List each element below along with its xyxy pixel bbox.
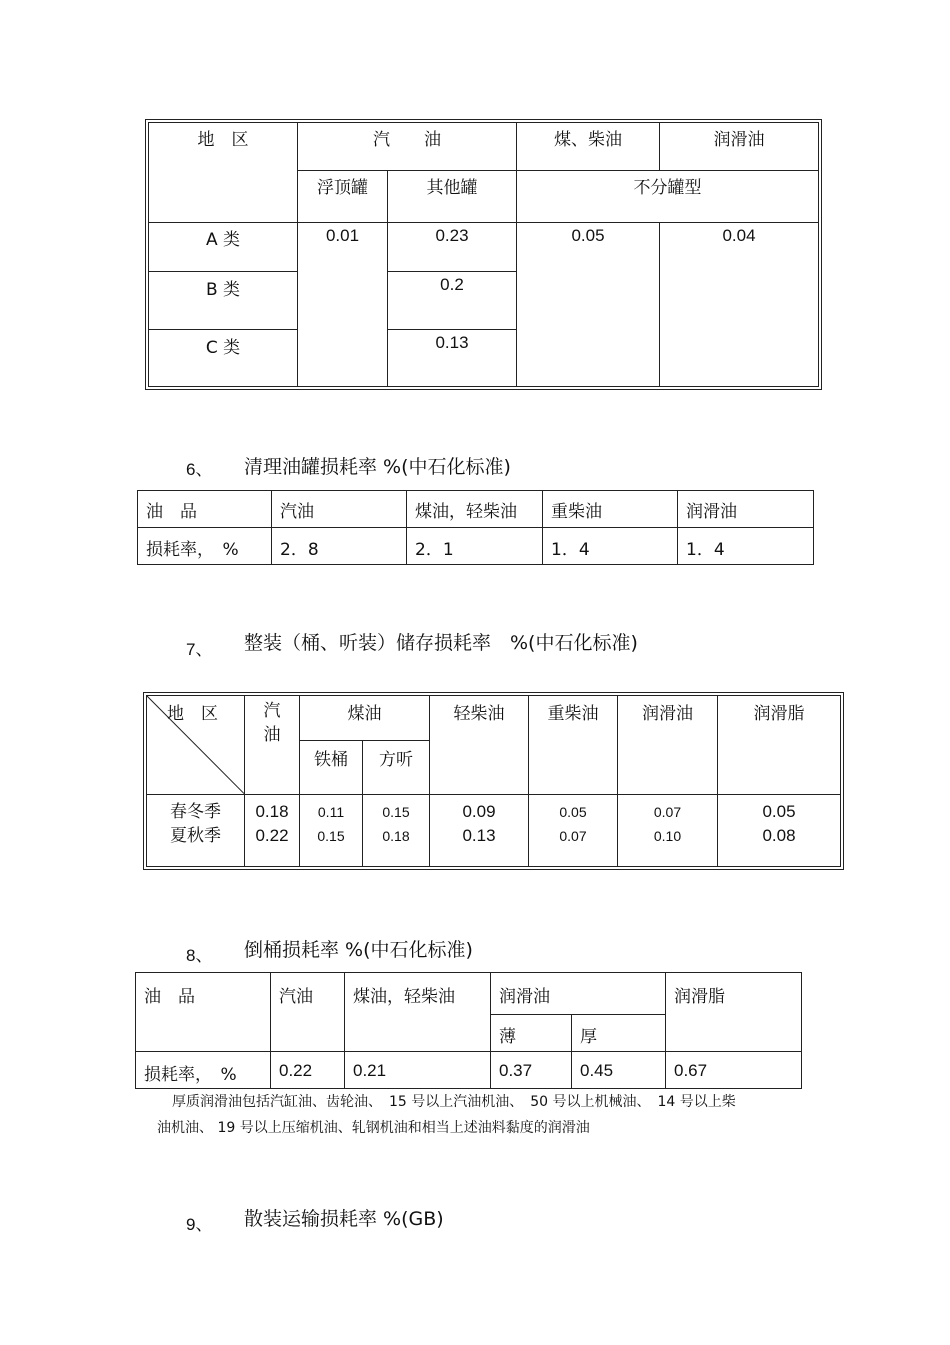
drum-values bbox=[300, 794, 363, 866]
floating-value: 0.01 bbox=[298, 223, 388, 387]
section-9-number: 9、 bbox=[186, 1215, 213, 1234]
header-region: 地 区 bbox=[149, 123, 298, 223]
section-6-number: 6、 bbox=[186, 460, 213, 479]
header-gasoline: 汽油 bbox=[271, 973, 345, 1052]
header-thick: 厚 bbox=[572, 1015, 666, 1052]
header-square-tin: 方听 bbox=[363, 741, 430, 794]
section-6-title: 清理油罐损耗率 %(中石化标准) bbox=[244, 456, 511, 478]
row-a-other-value: 0.23 bbox=[388, 223, 517, 272]
section-9-title: 散装运输损耗率 %(GB) bbox=[244, 1208, 444, 1230]
note-line-2: 油机油、 19 号以上压缩机油、轧钢机油和相当上述油料黏度的润滑油 bbox=[157, 1120, 590, 1136]
section-7-title: 整装（桶、听装）储存损耗率 %(中石化标准) bbox=[244, 632, 638, 654]
header-product: 油 品 bbox=[138, 491, 272, 528]
grease-summer-autumn: 0.08 bbox=[762, 825, 796, 845]
lube-values bbox=[618, 794, 718, 866]
header-heavy-diesel: 重柴油 bbox=[529, 696, 618, 795]
season-spring-winter: 春冬季 bbox=[170, 801, 221, 822]
gasoline-value: 0.22 bbox=[271, 1052, 345, 1089]
header-product: 油 品 bbox=[136, 973, 271, 1052]
row-c-label: C 类 bbox=[149, 330, 298, 387]
tin-summer-autumn: 0.18 bbox=[382, 827, 410, 844]
drum-summer-autumn: 0.15 bbox=[317, 827, 345, 844]
header-region-diagonal bbox=[147, 696, 245, 795]
header-grease: 润滑脂 bbox=[718, 696, 841, 795]
season-summer-autumn: 夏秋季 bbox=[170, 825, 221, 846]
row-b-other-value: 0.2 bbox=[388, 272, 517, 330]
header-grease: 润滑脂 bbox=[666, 973, 802, 1052]
header-other-tank: 其他罐 bbox=[388, 171, 517, 223]
grease-value: 0.67 bbox=[666, 1052, 802, 1089]
header-gasoline: 汽 油 bbox=[245, 696, 300, 795]
section-8-title: 倒桶损耗率 %(中石化标准) bbox=[244, 939, 473, 961]
tank-cleaning-loss-table bbox=[137, 490, 814, 565]
header-lube: 润滑油 bbox=[618, 696, 718, 795]
header-kerosene-light-diesel: 煤油，轻柴油 bbox=[407, 491, 543, 528]
header-gasoline: 汽油 bbox=[272, 491, 407, 528]
lube-summer-autumn: 0.10 bbox=[653, 827, 682, 844]
header-thin: 薄 bbox=[491, 1015, 572, 1052]
heavy-diesel-summer-autumn: 0.07 bbox=[559, 827, 587, 844]
header-lube: 润滑油 bbox=[678, 491, 814, 528]
loss-rate-label: 损耗率， % bbox=[136, 1052, 271, 1089]
lube-value: 0.04 bbox=[660, 223, 819, 387]
packaged-storage-loss-table bbox=[146, 695, 841, 867]
row-c-other-value: 0.13 bbox=[388, 330, 517, 387]
header-lube: 润滑油 bbox=[491, 973, 666, 1015]
light-diesel-spring-winter: 0.09 bbox=[462, 801, 496, 821]
header-iron-drum: 铁桶 bbox=[300, 741, 363, 794]
thin-lube-value: 0.37 bbox=[491, 1052, 572, 1089]
region-loss-table bbox=[148, 122, 819, 387]
header-kerosene-light-diesel: 煤油，轻柴油 bbox=[345, 973, 491, 1052]
light-diesel-values bbox=[430, 794, 529, 866]
section-7-number: 7、 bbox=[186, 640, 213, 659]
header-gasoline: 汽 油 bbox=[298, 123, 517, 171]
gasoline-values bbox=[245, 794, 300, 866]
drum-spring-winter: 0.11 bbox=[317, 803, 345, 820]
header-floating-tank: 浮顶罐 bbox=[298, 171, 388, 223]
lube-spring-winter: 0.07 bbox=[653, 803, 682, 820]
gasoline-value: 2．8 bbox=[272, 528, 407, 565]
light-diesel-summer-autumn: 0.13 bbox=[462, 825, 496, 845]
section-8-number: 8、 bbox=[186, 946, 213, 965]
gasoline-summer-autumn: 0.22 bbox=[255, 825, 289, 845]
row-b-label: B 类 bbox=[149, 272, 298, 330]
header-kerosene: 煤油 bbox=[300, 696, 430, 741]
row-a-label: A 类 bbox=[149, 223, 298, 272]
tin-spring-winter: 0.15 bbox=[382, 803, 410, 820]
grease-values bbox=[718, 794, 841, 866]
header-heavy-diesel: 重柴油 bbox=[543, 491, 678, 528]
heavy-diesel-values bbox=[529, 794, 618, 866]
note-line-1: 厚质润滑油包括汽缸油、齿轮油、 15 号以上汽油机油、 50 号以上机械油、 14 号以上柴 bbox=[172, 1094, 736, 1110]
kerosene-diesel-value: 0.05 bbox=[517, 223, 660, 387]
kerosene-value: 0.21 bbox=[345, 1052, 491, 1089]
header-light-diesel: 轻柴油 bbox=[430, 696, 529, 795]
kerosene-value: 2．1 bbox=[407, 528, 543, 565]
season-cell bbox=[147, 794, 245, 866]
loss-rate-label: 损耗率， % bbox=[138, 528, 272, 565]
tin-values bbox=[363, 794, 430, 866]
header-lube: 润滑油 bbox=[660, 123, 819, 171]
thick-lube-value: 0.45 bbox=[572, 1052, 666, 1089]
header-no-tank-type: 不分罐型 bbox=[517, 171, 819, 223]
heavy-diesel-spring-winter: 0.05 bbox=[559, 803, 587, 820]
header-kerosene-diesel: 煤、柴油 bbox=[517, 123, 660, 171]
gasoline-spring-winter: 0.18 bbox=[255, 801, 289, 821]
lube-value: 1．4 bbox=[678, 528, 814, 565]
drum-transfer-loss-table bbox=[135, 972, 802, 1089]
grease-spring-winter: 0.05 bbox=[762, 801, 796, 821]
heavy-diesel-value: 1．4 bbox=[543, 528, 678, 565]
header-region: 地 区 bbox=[167, 704, 218, 724]
